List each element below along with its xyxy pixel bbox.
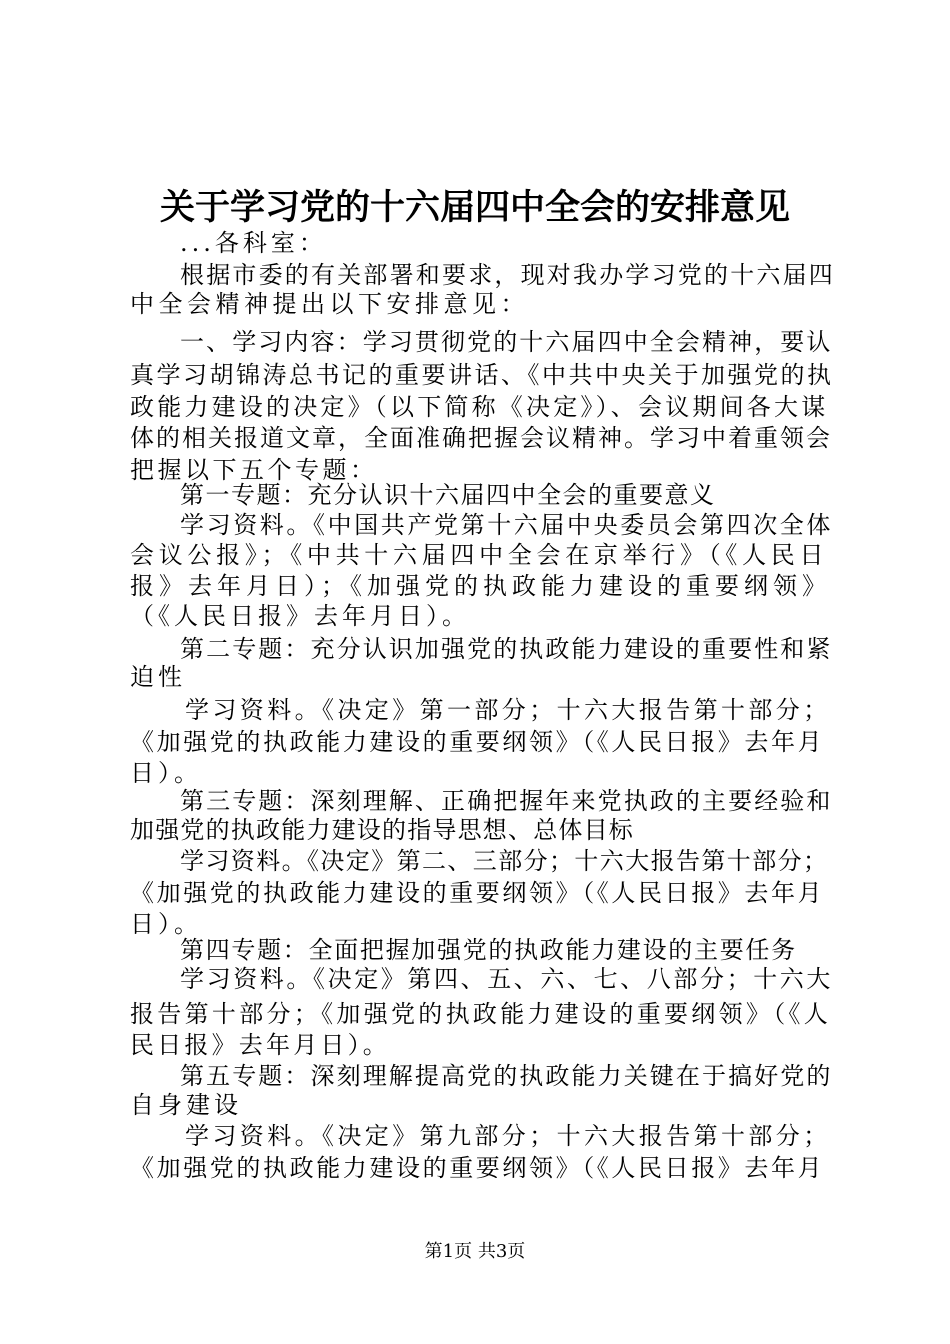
body-line: ...各科室： xyxy=(180,229,327,257)
body-line: 学习资料。《决定》第九部分；十六大报告第十部分； xyxy=(185,1122,831,1150)
body-line: 学习资料。《决定》第二、三部分；十六大报告第十部分； xyxy=(180,847,829,875)
body-line: 把握以下五个专题： xyxy=(130,456,378,484)
body-line: 报告第十部分；《加强党的执政能力建设的重要纲领》（《人 xyxy=(130,1000,832,1028)
body-line: 政能力建设的决定》（以下简称《决定》）、会议期间各大谋 xyxy=(130,393,829,421)
body-line: 会议公报》；《中共十六届四中全会在京举行》（《人民日 xyxy=(130,541,829,569)
body-line: 《加强党的执政能力建设的重要纲领》（《人民日报》去年月 xyxy=(130,1154,825,1182)
page-footer: 第1页 共3页 xyxy=(424,1241,526,1262)
body-line: 第五专题：深刻理解提高党的执政能力关键在于搞好党的 xyxy=(180,1062,833,1090)
body-line: 一、学习内容：学习贯彻党的十六届四中全会精神，要认 xyxy=(180,328,833,356)
body-line: 体的相关报道文章，全面准确把握会议精神。学习中着重领会 xyxy=(130,424,832,452)
body-line: 第四专题：全面把握加强党的执政能力建设的主要任务 xyxy=(180,936,797,964)
body-line: 学习资料。《决定》第四、五、六、七、八部分；十六大 xyxy=(180,965,833,993)
body-line: 第二专题：充分认识加强党的执政能力建设的重要性和紧 xyxy=(180,635,833,663)
document-title: 关于学习党的十六届四中全会的安排意见 xyxy=(159,188,790,228)
body-line: 日）。 xyxy=(130,910,202,938)
body-line: 学习资料。《中国共产党第十六届中央委员会第四次全体 xyxy=(180,511,833,539)
body-line: 《加强党的执政能力建设的重要纲领》（《人民日报》去年月 xyxy=(130,879,825,907)
body-line: 第一专题：充分认识十六届四中全会的重要意义 xyxy=(180,481,716,509)
body-line: 学习资料。《决定》第一部分；十六大报告第十部分； xyxy=(185,696,831,724)
body-line: （《人民日报》去年月日）。 xyxy=(130,602,470,630)
body-line: 报》去年月日）；《加强党的执政能力建设的重要纲领》 xyxy=(130,572,831,600)
body-line: 加强党的执政能力建设的指导思想、总体目标 xyxy=(130,816,634,844)
body-line: 真学习胡锦涛总书记的重要讲话、《中共中央关于加强党的执 xyxy=(130,361,834,389)
body-line: 迫性 xyxy=(130,663,186,691)
body-line: 根据市委的有关部署和要求，现对我办学习党的十六届四 xyxy=(180,261,835,289)
body-line: 民日报》去年月日）。 xyxy=(130,1031,390,1059)
body-line: 自身建设 xyxy=(130,1091,242,1119)
body-line: 第三专题：深刻理解、正确把握年来党执政的主要经验和 xyxy=(180,787,833,815)
body-line: 中全会精神提出以下安排意见： xyxy=(130,290,529,318)
body-line: 日）。 xyxy=(130,759,202,787)
body-line: 《加强党的执政能力建设的重要纲领》（《人民日报》去年月 xyxy=(130,728,825,756)
